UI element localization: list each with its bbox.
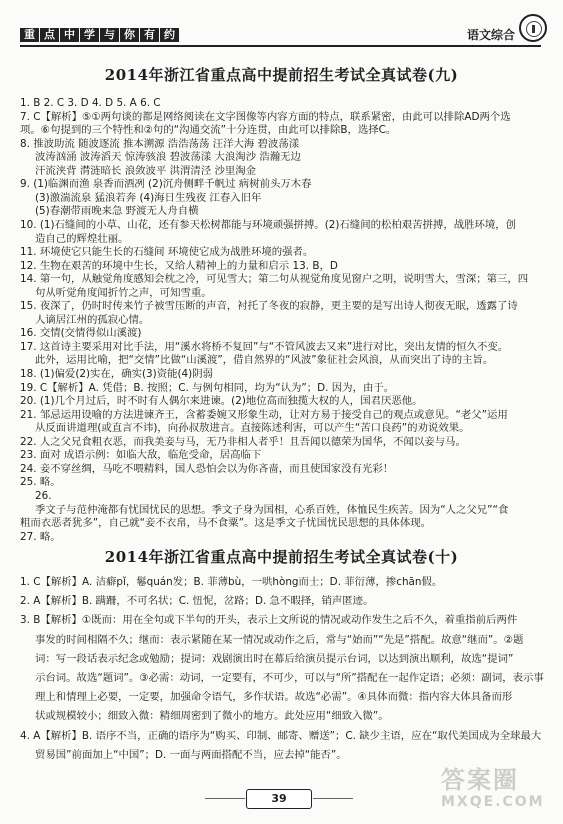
answer-line: (5)春潮带雨晚来急 野渡无人舟自横 (35, 205, 199, 217)
answer-line: 2. A【解析】B. 蹒跚，不可名状；C. 忸怩，岔路；D. 急不暇择，销声匿迹。 (20, 595, 374, 607)
brand-char: 中 (60, 28, 79, 42)
answer-line: 事发的时间相隔不久；继而：表示紧随在某一情况或动作之后，常与“始而”“先是”搭配。故意“继而”。②题 (35, 634, 524, 646)
answer-line: (3)激湍流泉 猛浪若奔 (4)海日生残夜 江春入旧年 (35, 192, 262, 204)
answer-line: 9. (1)临渊而渔 泉香而酒冽 (2)沉舟侧畔千帆过 病树前头万木春 (20, 178, 312, 190)
answer-line: 8. 推波助流 随波逐流 推本溯源 浩浩荡荡 汪洋大海 碧波荡漾 (20, 138, 300, 150)
answer-line: 4. A【解析】B. 语序不当，正确的语序为“购买、印制、邮寄、赠送”；C. 缺少主语，应在“取代美国成为全球最大 (20, 730, 542, 742)
page-number: 39 (246, 789, 312, 809)
brand-banner (20, 28, 179, 42)
answer-line: 25. 略。 (20, 476, 61, 488)
section-title-10: 2014年浙江省重点高中提前招生考试全真试卷(十) (104, 548, 459, 566)
answer-line: 状或规模较小；细致入微：精细周密到了微小的地方。此处应用“细致入微”。 (35, 710, 389, 722)
answer-line: 汗流浃背 潸涟暗长 浪敛波平 洪渭清泾 沙里淘金 (35, 165, 257, 177)
answer-line: 14. 第一句，从触觉角度感知会枕之冷，可见雪大；第二句从视觉角度见窗户之明，说明雪大，雪深；第三，四 (20, 273, 529, 285)
brand-char: 与 (100, 28, 119, 42)
answer-line: 12. 生物在艰苦的环境中生长，又给人精神上的力量和启示 13. B，D (20, 260, 338, 272)
answer-line: 粗而衣恶者犹多”，自己就“妾不衣帛，马不食粟”。这是季文子忧国忧民思想的具体体现。 (20, 517, 431, 529)
subject-label: 语文综合 (466, 28, 515, 42)
answer-line: 从反面讲道理(或直言不讳)，向孙叔敖进言。直接陈述利害，可以产生“苦口良药”的劝说效果。 (35, 422, 470, 434)
answer-line: 23. 面对 成语示例：如临大敌，临危受命，居高临下 (20, 449, 262, 461)
answer-line: 24. 妾不穿丝绸，马吃不喂精料，国人恐怕会以为你吝啬，而且使国家没有光彩！ (20, 463, 394, 475)
page-header (0, 0, 563, 48)
answer-line: 波涛汹涌 波涛滔天 惊涛骇浪 碧波荡漾 大浪淘沙 浩瀚无边 (35, 151, 301, 163)
answer-line: 27. 略。 (20, 531, 61, 543)
answer-line: 1. C【解析】A. 洁癖pǐ，鬈quán发；B. 菲薄bù，一哄hòng而士；D. 菲衍薄，掺chān假。 (20, 576, 443, 588)
answer-line: 16. 交情(交情得似山溪渡) (20, 327, 142, 339)
brand-char: 约 (160, 28, 179, 42)
answer-line: 人谪居江州的孤寂心情。 (35, 314, 150, 326)
answer-line: 季文子与范仲淹都有忧国忧民的思想。季文子身为国相，心系百姓，体恤民生疾苦。因为“人之父兄”“食 (35, 504, 509, 516)
answer-line: 贸易国”前面加上“中国”；D. 一面与两面搭配不当，应去掉“能否”。 (35, 749, 347, 761)
answer-line: 11. 环境使它只能生长的石缝间 环境使它成为战胜环境的强者。 (20, 246, 314, 258)
answer-line: 示台词。故选“题词”。③必需：动词，一定要有，不可少，可以与“所”搭配在一起作定语；必须：副词，表示事 (35, 672, 544, 684)
brand-char: 学 (80, 28, 99, 42)
brand-char: 点 (40, 28, 59, 42)
header-rule (20, 45, 541, 47)
brand-char: 重 (20, 28, 39, 42)
answer-line: 句从听觉角度闻折竹之声，可知雪重。 (35, 287, 212, 299)
answer-line: 理上和情理上必要，一定要，加强命令语气，多作状语。故选“必需”。④具体而微：指内容大体具备而形 (35, 691, 513, 703)
answer-line: 项。⑥句提到的三个特性和②句的“沟通交流”十分连贯，由此可以排除B，选择C。 (20, 124, 397, 136)
answer-line: 20. (1)几个月过后，时不时有人偶尔来进谏。(2)地位高而独揽大权的人，国君厌恶他。 (20, 395, 423, 407)
answer-line: 7. C【解析】⑤①两句谈的都是网络阅读在文字图像等内容方面的特点，联系紧密，由此可以排除AD两个选 (20, 111, 511, 123)
answer-line: 21. 邹忌运用设喻的方法进谏齐王，含蓄委婉又形象生动，让对方易于接受自己的观点或意见。“老父”运用 (20, 409, 508, 421)
brand-char: 有 (140, 28, 159, 42)
answer-line: 22. 人之父兄食粗衣恶，而我美妾与马，无乃非相人者乎！且吾闻以德荣为国华，不闻以妾与马。 (20, 436, 466, 448)
watermark-bottom-text: MXQE.COM (441, 794, 545, 810)
watermark-logo (441, 766, 553, 818)
answer-line: 15. 夜深了，仍时时传来竹子被雪压断的声音，衬托了冬夜的寂静，更主要的是写出诗人彻夜无眠，透露了诗 (20, 300, 518, 312)
answer-line: 造自己的辉煌壮丽。 (35, 233, 129, 245)
answer-line: 18. (1)偏爱(2)实在，确实(3)资能(4)阴弱 (20, 368, 213, 380)
answer-line: 此外，运用比喻，把“交情”比做“山溪渡”，借自然界的“风波”象征社会风浪，从而突出了诗的主旨。 (35, 354, 494, 366)
answer-line: 词：写一段话表示纪念或勉励；提词：戏剧演出时在幕后给演员提示台词，以达到演出顺利，故选“提词” (35, 653, 514, 665)
answer-line: 19. C【解析】A. 凭借；B. 按照；C. 与例句相同，均为“认为”；D. 因为，由于。 (20, 382, 395, 394)
watermark-top-text: 答案圈 (441, 766, 519, 794)
answer-line: 1. B 2. C 3. D 4. D 5. A 6. C (20, 97, 161, 109)
section-title-9: 2014年浙江省重点高中提前招生考试全真试卷(九) (104, 66, 459, 84)
answer-line: 3. B【解析】①既而：用在全句或下半句的开头，表示上文所说的情况或动作发生之后不久，着重指前后两件 (20, 614, 518, 626)
answer-line: 10. (1)石缝间的小草、山花，还有参天松树都能与环境顽强拼搏。(2)石缝间的松柏艰苦拼搏，战胜环境，创 (20, 219, 517, 231)
seal-icon (519, 14, 547, 42)
answer-line: 17. 这首诗主要采用对比手法，用“溪水将桥不复回”与“不管风波去又来”进行对比，突出友情的恒久不变。 (20, 341, 509, 353)
brand-char: 你 (120, 28, 139, 42)
answer-line: 26. (35, 490, 52, 502)
